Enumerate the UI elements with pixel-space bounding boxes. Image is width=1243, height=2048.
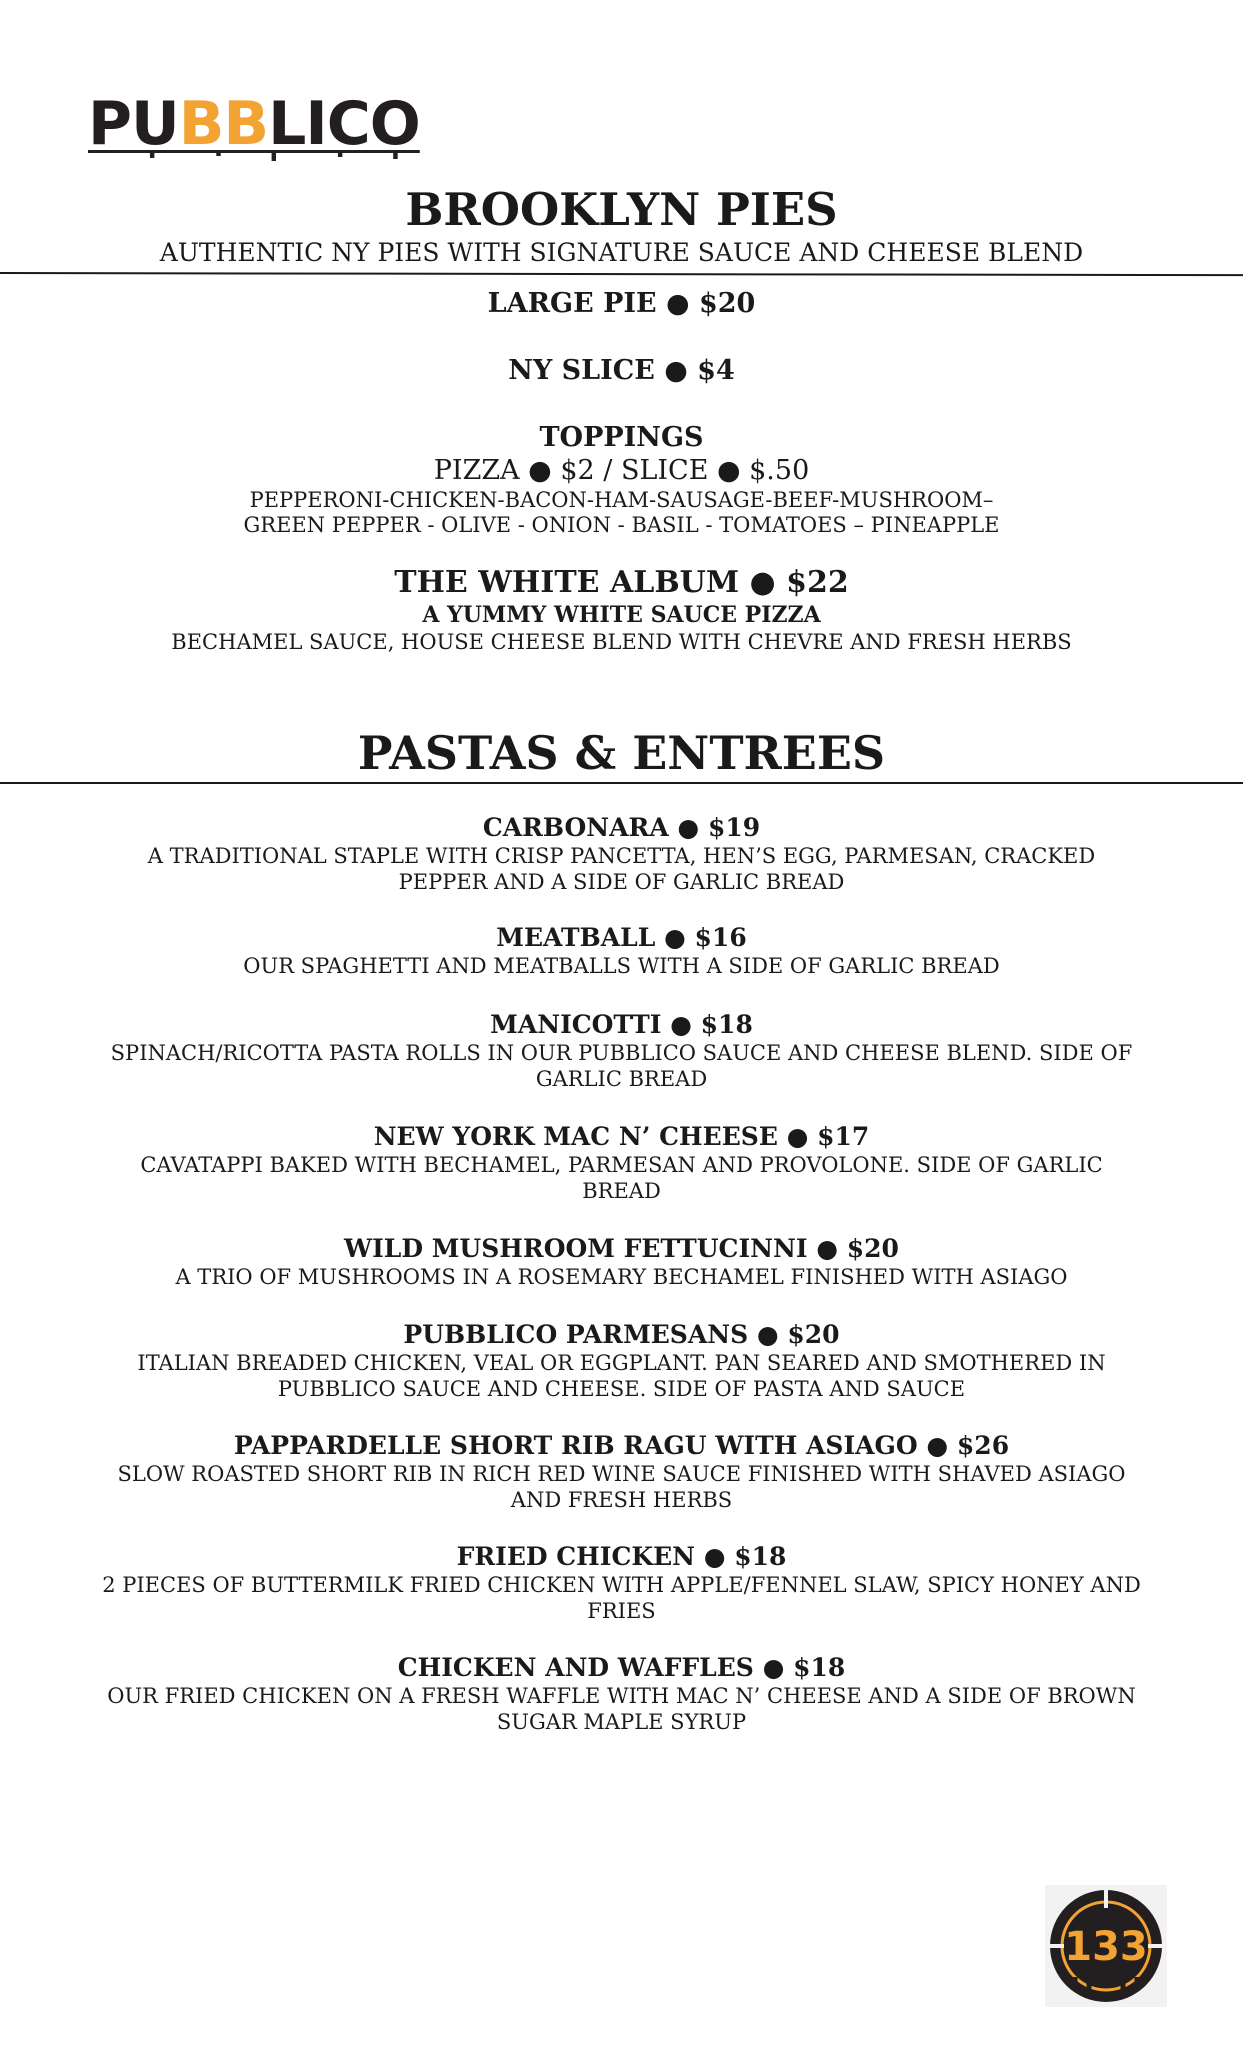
menu-item-mac-cheese-desc-2: BREAD [582,1179,661,1203]
menu-item-fried-chicken-name: FRIED CHICKEN ● $18 [456,1542,787,1571]
menu-item-carbonara-desc-1: A TRADITIONAL STAPLE WITH CRISP PANCETTA, HEN’S EGG, PARMESAN, CRACKED [147,844,1096,868]
toppings-price: PIZZA ● $2 / SLICE ● $.50 [433,455,810,486]
menu-item-carbonara-name: CARBONARA ● $19 [482,813,761,842]
menu-item-fried-chicken-desc-2: FRIES [587,1599,656,1623]
menu-item-carbonara-desc-2: PEPPER AND A SIDE OF GARLIC BREAD [398,870,845,894]
menu-item-mushroom-name: WILD MUSHROOM FETTUCINNI ● $20 [344,1234,899,1263]
logo-text-part-2: BB [178,89,269,159]
menu-item-chicken-waffles-desc-1: OUR FRIED CHICKEN ON A FRESH WAFFLE WITH MAC N’ CHEESE AND A SIDE OF BROWN [107,1684,1136,1708]
ny-slice-line: NY SLICE ● $4 [508,355,735,386]
menu-item-parmesans-desc-2: PUBBLICO SAUCE AND CHEESE. SIDE OF PASTA AND SAUCE [277,1377,966,1401]
badge-emblem-icon [1045,1885,1167,2007]
menu-item-mac-cheese-desc-1: CAVATAPPI BAKED WITH BECHAMEL, PARMESAN AND PROVOLONE. SIDE OF GARLIC [140,1153,1103,1177]
logo-text-part-3: LICO [268,89,420,159]
menu-item-manicotti-desc-2: GARLIC BREAD [535,1067,708,1091]
white-album-description: BECHAMEL SAUCE, HOUSE CHEESE BLEND WITH CHEVRE AND FRESH HERBS [171,630,1072,654]
menu-item-pappardelle-name: PAPPARDELLE SHORT RIB RAGU WITH ASIAGO ● $26 [233,1431,1010,1460]
menu-item-meatball-desc-1: OUR SPAGHETTI AND MEATBALLS WITH A SIDE OF GARLIC BREAD [243,954,1000,978]
menu-item-chicken-waffles-desc-2: SUGAR MAPLE SYRUP [496,1710,747,1734]
brooklyn-divider [0,272,1243,276]
pastas-divider [0,782,1243,784]
large-pie-line: LARGE PIE ● $20 [487,288,756,319]
menu-item-pappardelle-desc-2: AND FRESH HERBS [510,1488,733,1512]
white-album-tagline: A YUMMY WHITE SAUCE PIZZA [422,602,821,628]
brooklyn-pies-subtitle: AUTHENTIC NY PIES WITH SIGNATURE SAUCE AND CHEESE BLEND [159,238,1084,267]
menu-item-pappardelle-desc-1: SLOW ROASTED SHORT RIB IN RICH RED WINE SAUCE FINISHED WITH SHAVED ASIAGO [117,1462,1126,1486]
menu-item-fried-chicken-desc-1: 2 PIECES OF BUTTERMILK FRIED CHICKEN WITH APPLE/FENNEL SLAW, SPICY HONEY AND [102,1573,1141,1597]
toppings-title: TOPPINGS [539,422,704,453]
white-album-title: THE WHITE ALBUM ● $22 [394,565,849,600]
menu-item-mac-cheese-name: NEW YORK MAC N’ CHEESE ● $17 [373,1122,870,1151]
toppings-list-line-1: PEPPERONI-CHICKEN-BACON-HAM-SAUSAGE-BEEF-MUSHROOM– [249,488,994,512]
brand-badge-logo [1045,1885,1167,2007]
menu-item-chicken-waffles-name: CHICKEN AND WAFFLES ● $18 [397,1653,846,1682]
toppings-list-line-2: GREEN PEPPER - OLIVE - ONION - BASIL - TOMATOES – PINEAPPLE [243,513,1000,537]
logo-drip-decoration [88,150,420,162]
menu-item-parmesans-desc-1: ITALIAN BREADED CHICKEN, VEAL OR EGGPLANT. PAN SEARED AND SMOTHERED IN [137,1351,1106,1375]
pastas-entrees-title: PASTAS & ENTREES [357,726,886,780]
logo-text-part-1: PU [88,89,179,159]
menu-item-parmesans-name: PUBBLICO PARMESANS ● $20 [403,1320,840,1349]
brooklyn-pies-title: BROOKLYN PIES [405,183,838,236]
menu-item-meatball-name: MEATBALL ● $16 [496,923,747,952]
menu-item-manicotti-desc-1: SPINACH/RICOTTA PASTA ROLLS IN OUR PUBBLICO SAUCE AND CHEESE BLEND. SIDE OF [110,1041,1133,1065]
menu-item-mushroom-desc-1: A TRIO OF MUSHROOMS IN A ROSEMARY BECHAMEL FINISHED WITH ASIAGO [175,1265,1068,1289]
pubblico-logo [88,89,420,159]
badge-text: 133 [1064,1924,1148,1970]
menu-item-manicotti-name: MANICOTTI ● $18 [490,1010,753,1039]
